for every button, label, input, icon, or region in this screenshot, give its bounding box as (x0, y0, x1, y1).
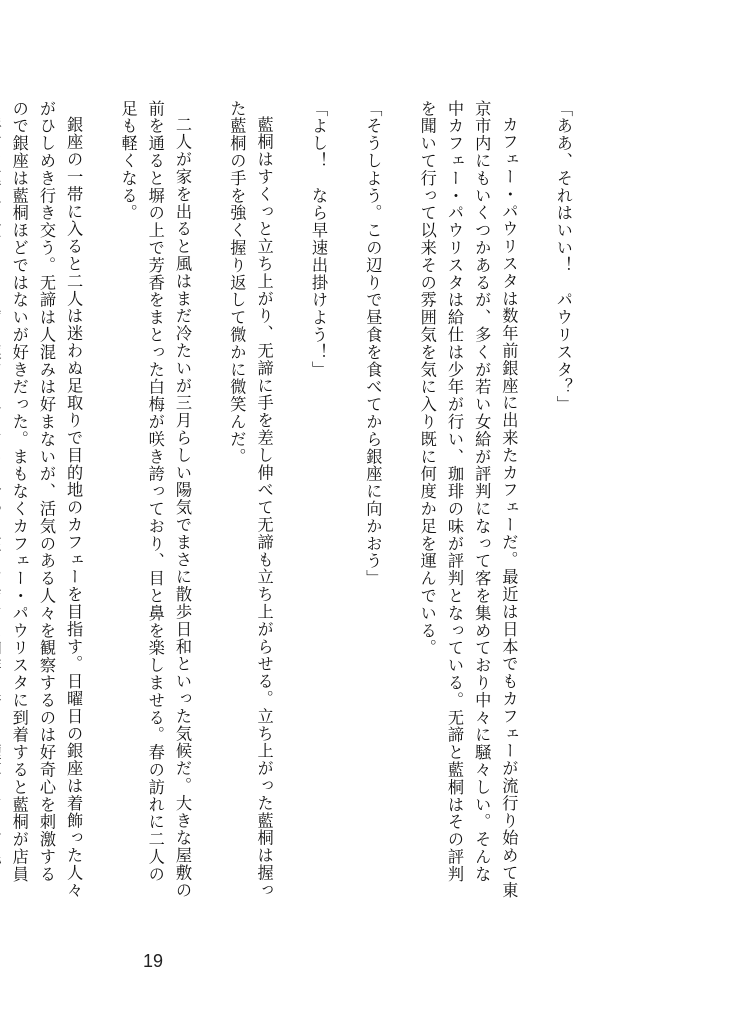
paragraph-3: 「そうしよう。この辺りで昼食を食べてから銀座に向かおう」 (363, 100, 383, 588)
paragraph-4: 「よし！ なら早速出掛けよう！」 (308, 100, 328, 379)
paragraph-2: カフェー・パウリスタは数年前銀座に出来たカフェーだ。最近は日本でもカフェーが流行り始めて東京市内にもいくつかあるが、多くが若い女給が評判になって客を集めており中々に騒々しい。そんな中カフェー・パウリスタは給仕は少年が行い、珈琲の味が評判となっている。无諦と藍桐はその評判を聞いて行って以来その雰囲気を気に入り既に何度か足を運んでいる。 (417, 100, 519, 900)
vertical-text-body (0, 100, 604, 900)
paragraph-5: 藍桐はすくっと立ち上がり、无諦に手を差し伸べて无諦も立ち上がらせる。立ち上がった藍桐は握った藍桐の手を強く握り返して微かに微笑んだ。 (227, 100, 274, 900)
paragraph-7: 銀座の一帯に入ると二人は迷わぬ足取りで目的地のカフェーを目指す。日曜日の銀座は着飾った人々がひしめき行き交う。无諦は人混みは好まないが、活気のある人々を観察するのは好奇心を刺激するので銀座は藍桐ほどではないが好きだった。まもなくカフェー・パウリスタに到着すると藍桐が店員 (9, 100, 84, 900)
paragraph-6: 二人が家を出ると風はまだ冷たいが三月らしい陽気でまさに散歩日和といった気候だ。大きな屋敷の前を通ると塀の上で芳香をまとった白梅が咲き誇っており、目と鼻を楽しませる。春の訪れに二人の足も軽くなる。 (118, 100, 192, 900)
paragraph-1: 「ああ、それはいい！ パウリスタ？」 (553, 100, 573, 414)
page-number: 19 (143, 951, 164, 971)
